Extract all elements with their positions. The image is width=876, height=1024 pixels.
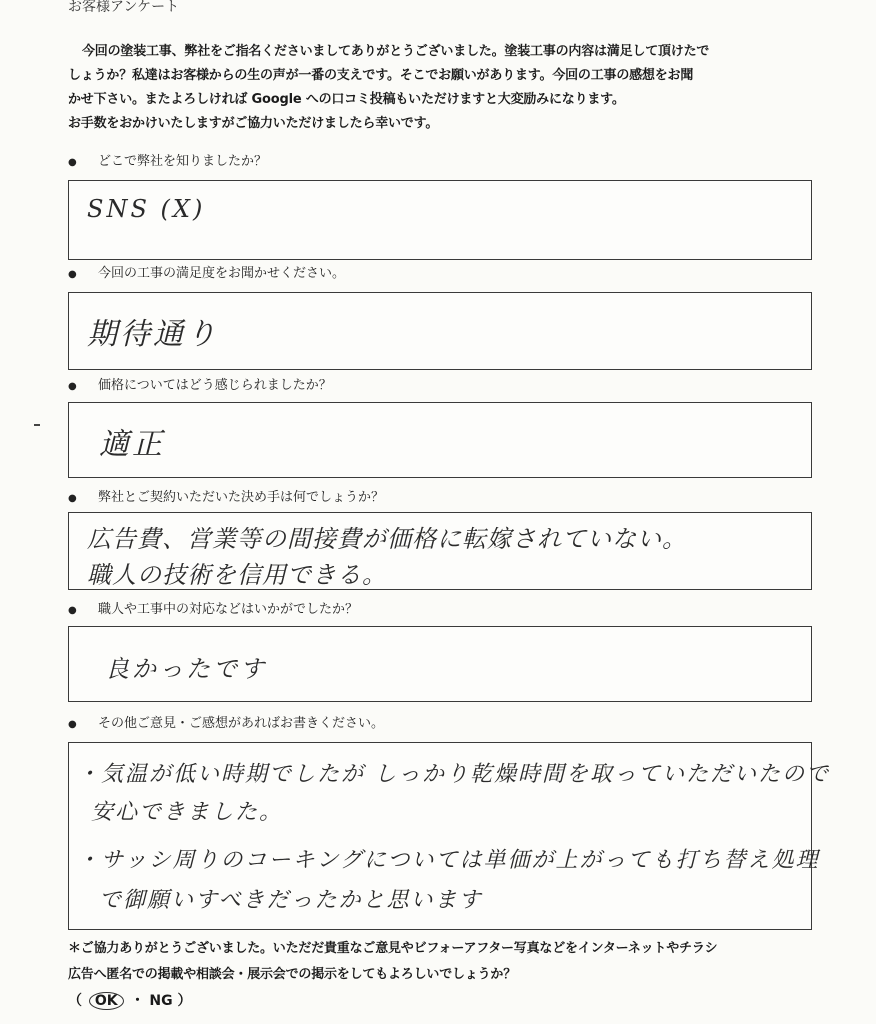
intro-line: 今回の塗装工事、弊社をご指名くださいましてありがとうございました。塗装工事の内容は満足して頂けたで	[82, 44, 710, 59]
closing-line: ＊ご協力ありがとうございました。いただだ貴重なご意見やビフォーアフター写真などをインターネットやチラシ	[68, 941, 718, 956]
consent-ng-option[interactable]: NG	[149, 993, 173, 1009]
bullet-icon: ●	[68, 605, 77, 616]
bullet-icon: ●	[68, 719, 77, 730]
handwritten-answer: 広告費、営業等の間接費が価格に転嫁されていない。	[87, 525, 687, 553]
question-1-label	[68, 150, 267, 169]
handwritten-answer: 期待通り	[87, 317, 219, 352]
closing-note	[68, 936, 858, 988]
consent-choice	[68, 990, 191, 1010]
question-4-label	[68, 486, 384, 505]
intro-line: しょうか？私達はお客様からの生の声が一番の支えです。そこでお願いがあります。今回の工事の感想をお聞	[68, 68, 694, 83]
question-6-label	[68, 712, 384, 731]
question-text: 今回の工事の満足度をお聞かせください。	[98, 266, 346, 281]
closing-line: 広告へ匿名での掲載や相談会・展示会での掲示をしてもよろしいでしょうか？	[68, 967, 517, 982]
paren-close: ）	[177, 993, 192, 1009]
bullet-icon: ●	[68, 157, 77, 168]
handwritten-answer: SNS (X)	[87, 195, 206, 223]
question-text: その他ご意見・ご感想があればお書きください。	[98, 716, 385, 731]
consent-ok-option[interactable]: OK	[89, 992, 124, 1010]
question-3-label	[68, 374, 332, 393]
question-text: 職人や工事中の対応などはいかがでしたか？	[98, 602, 359, 617]
separator: ・	[130, 993, 145, 1009]
intro-line: かせ下さい。またよろしければ Google への口コミ投稿もいただけますと大変励みになります。	[68, 92, 625, 107]
intro-paragraph	[68, 40, 828, 136]
intro-line: お手数をおかけいたしますがご協力いただけましたら幸いです。	[68, 116, 439, 131]
answer-box-3	[68, 402, 812, 478]
bullet-icon: ●	[68, 493, 77, 504]
question-2-label	[68, 262, 345, 281]
question-5-label	[68, 598, 358, 617]
answer-box-4	[68, 512, 812, 590]
handwritten-answer: で御願いすべきだったかと思います	[99, 888, 483, 913]
handwritten-answer: 職人の技術を信用できる。	[87, 561, 387, 589]
answer-box-2	[68, 292, 812, 370]
answer-box-5	[68, 626, 812, 702]
handwritten-answer: ・サッシ周りのコーキングについては単価が上がっても打ち替え処理	[77, 848, 820, 873]
handwritten-answer: ・気温が低い時期でしたが しっかり乾燥時間を取っていただいたので	[77, 762, 830, 787]
bullet-icon: ●	[68, 381, 77, 392]
paren-open: （	[68, 993, 82, 1009]
question-text: 弊社とご契約いただいた決め手は何でしょうか？	[98, 490, 385, 505]
handwritten-answer: 安心できました。	[91, 800, 284, 825]
handwritten-answer: 適正	[99, 427, 165, 462]
question-text: 価格についてはどう感じられましたか？	[98, 378, 332, 393]
bullet-icon: ●	[68, 269, 77, 280]
handwritten-answer: 良かったです	[105, 655, 267, 683]
answer-box-1	[68, 180, 812, 260]
answer-box-6	[68, 742, 830, 930]
survey-title: お客様アンケート	[68, 0, 180, 15]
scan-mark	[34, 424, 40, 426]
question-text: どこで弊社を知りましたか？	[98, 154, 268, 169]
